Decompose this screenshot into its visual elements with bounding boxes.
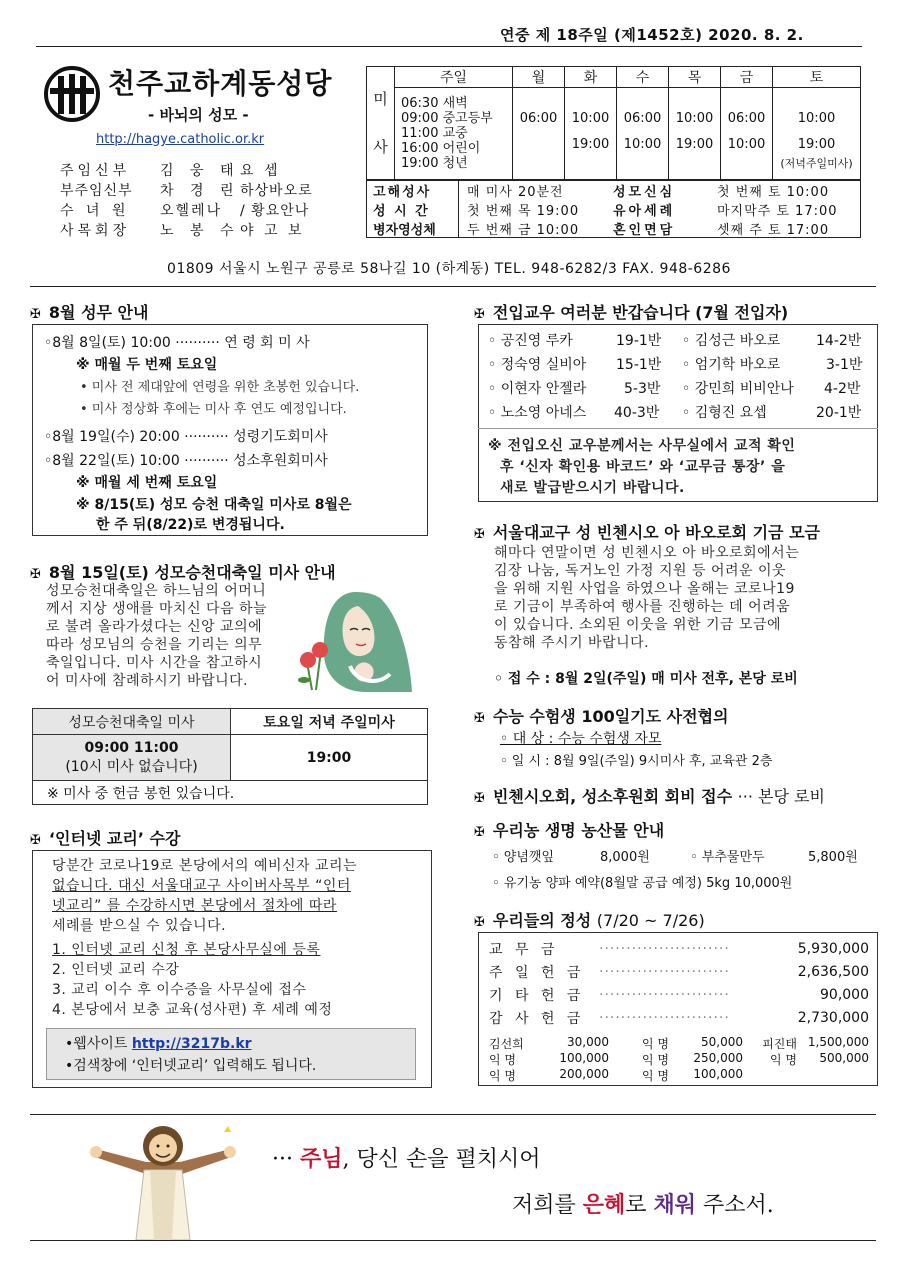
donor-row: 익 명 200,000 익 명 100,000 <box>489 1067 743 1083</box>
day-mon: 월 <box>513 67 565 88</box>
thu-times: 10:00 19:00 <box>669 88 721 180</box>
newcomer-name: ◦ 김성근 바오로 <box>682 333 781 349</box>
staff-row <box>60 220 340 240</box>
newcomer-zone: 4-2반 <box>824 381 861 397</box>
farm-preorder: ◦ 유기농 양파 예약(8월말 공급 예정) 5kg 10,000원 <box>492 876 793 891</box>
day-sunday: 주일 <box>395 67 513 88</box>
church-subtitle: - 바뇌의 성모 - <box>148 106 249 124</box>
exam-date: ◦ 일 시 : 8월 9일(주일) 9시미사 후, 교육관 2층 <box>500 754 773 769</box>
exam-target: ◦ 대 상 : 수능 수험생 자모 <box>500 731 662 747</box>
staff-name: 차 경 린 <box>160 183 240 199</box>
day-thu: 목 <box>669 67 721 88</box>
farm-price: 8,000원 <box>600 850 650 865</box>
assumption-th2: 토요일 저녁 주일미사 <box>231 709 428 735</box>
assumption-sat-time: 19:00 <box>231 735 428 781</box>
section-bullet-icon: ✠ <box>474 825 485 840</box>
internet-class-info-box <box>46 1028 416 1080</box>
newcomers-note: ※ 전입오신 교우분께서는 사무실에서 교적 확인 후 ‘신자 확인용 바코드’ 와 ‘교무금 통장’ 을 새로 발급받으시기 바랍니다. <box>488 438 796 496</box>
newcomer-zone: 3-1반 <box>826 357 863 373</box>
jesus-open-arms-illustration-icon <box>88 1122 238 1250</box>
duty-note: ※ 매월 세 번째 토요일 <box>76 475 218 491</box>
section-bullet-icon: ✠ <box>30 833 41 848</box>
day-fri: 금 <box>721 67 773 88</box>
duty-line: ◦8월 8일(토) 10:00 ·········· 연 령 회 미 사 <box>44 335 310 351</box>
assumption-note: ※ 미사 중 헌금 봉헌 있습니다. <box>33 781 428 805</box>
internet-class-link[interactable]: http://3217b.kr <box>131 1036 252 1052</box>
newcomer-name: ◦ 강민희 비비안나 <box>682 381 794 397</box>
duty-note: ※ 8/15(토) 성모 승천 대축일 미사로 8월은 <box>76 497 352 513</box>
newcomer-name: ◦ 공진영 루카 <box>488 333 573 349</box>
staff-role: 주임신부 <box>60 163 131 179</box>
offering-row: 주 일 헌 금 ························ 2,636,500 <box>489 963 869 981</box>
footer-bottom-rule <box>30 1240 876 1241</box>
newcomer-zone: 5-3반 <box>624 381 661 397</box>
staff-baptismal: 하상바오로 <box>240 183 313 199</box>
internet-class-title: ✠ ‘인터넷 교리’ 수강 <box>30 829 181 848</box>
vincent-paragraph: 해마다 연말이면 성 빈첸시오 아 바오로회에서는 김장 나눔, 독거노인 가정 지원 등 어려운 이웃 을 위해 지원 사업을 하였으나 올해는 코로나19 로 기금이 부족하여 행사를 진행하는 데 어려움 이 있습니다. 소외된 이웃을 위한 기금 모금에 동참해 주시기 바랍니다. <box>494 545 800 651</box>
sacrament-schedule <box>366 180 861 238</box>
vincent-reception: ◦ 접 수 : 8월 2일(주일) 매 미사 전후, 본당 로비 <box>494 671 798 687</box>
wed-times: 06:00 10:00 <box>617 88 669 180</box>
exam-title: ✠ 수능 수험생 100일기도 사전협의 <box>474 707 729 726</box>
farm-title: ✠ 우리농 생명 농산물 안내 <box>474 821 665 840</box>
day-wed: 수 <box>617 67 669 88</box>
assumption-title: ✠ 8월 15일(토) 성모승천대축일 미사 안내 <box>30 563 336 582</box>
search-tip: •검색창에 ‘인터넷교리’ 입력해도 됩니다. <box>65 1058 317 1074</box>
mass-side-label: 미 사 <box>367 67 395 180</box>
day-tue: 화 <box>565 67 617 88</box>
staff-role: 사목회장 <box>60 223 131 239</box>
assumption-times: 09:00 11:00 (10시 미사 없습니다) <box>33 735 231 781</box>
offering-row: 기 타 헌 금 ························ 90,000 <box>489 986 869 1004</box>
website-label: •웹사이트 <box>65 1036 128 1052</box>
offering-row: 교 무 금 ························ 5,930,000 <box>489 940 869 958</box>
staff-role: 수 녀 원 <box>60 203 130 219</box>
sunday-masses: 06:30 새벽 09:00 중고등부 11:00 교중 16:00 어린이 19:00 청년 <box>395 88 513 180</box>
section-bullet-icon: ✠ <box>474 915 485 930</box>
section-bullet-icon: ✠ <box>474 307 485 322</box>
parish-logo-icon <box>44 66 100 122</box>
duty-line: ◦8월 22일(토) 10:00 ·········· 성소후원회미사 <box>44 453 328 469</box>
assumption-mass-table <box>32 708 428 805</box>
fees-title: ✠ 빈첸시오회, 성소후원회 회비 접수 ··· 본당 로비 <box>474 787 825 806</box>
newcomer-name: ◦ 이현자 안젤라 <box>488 381 587 397</box>
schedule-header-row <box>367 67 861 88</box>
newcomer-zone: 19-1반 <box>616 333 662 349</box>
church-name: 천주교하계동성당 <box>108 67 333 100</box>
section-bullet-icon: ✠ <box>474 711 485 726</box>
section-bullet-icon: ✠ <box>30 567 41 582</box>
issue-date: 연중 제 18주일 (제1452호) 2020. 8. 2. <box>500 26 804 44</box>
mon-times: 06:00 <box>513 88 565 180</box>
sat-times: 10:00 19:00 (저녁주일미사) <box>773 88 861 180</box>
parish-address: 01809 서울시 노원구 공릉로 58나길 10 (하계동) TEL. 948-6282/3 FAX. 948-6286 <box>167 261 731 277</box>
offering-row: 감 사 헌 금 ························ 2,730,000 <box>489 1009 869 1027</box>
fri-times: 06:00 10:00 <box>721 88 773 180</box>
day-sat: 토 <box>773 67 861 88</box>
staff-baptismal: 요 셉 <box>240 163 281 179</box>
sacrament-row: 병자영성체 두 번째 금 10:00 혼인면담 셋째 주 토 17:00 <box>367 219 860 238</box>
newcomer-name: ◦ 정숙영 실비아 <box>488 357 587 373</box>
newcomers-divider <box>478 428 878 429</box>
duty-note: ※ 매월 두 번째 토요일 <box>76 357 218 373</box>
staff-list <box>60 160 340 240</box>
internet-class-steps: 1. 인터넷 교리 신청 후 본당사무실에 등록 2. 인터넷 교리 수강 3. 교리 이수 후 이수증을 사무실에 접수 4. 본당에서 보충 교육(성사편) 후 세례 예정 <box>52 942 333 1018</box>
duty-note: • 미사 정상화 후에는 미사 후 연도 예정입니다. <box>80 402 347 417</box>
newcomer-name: ◦ 엄기학 바오로 <box>682 357 781 373</box>
sacrament-row: 성 시 간 첫 번째 목 19:00 유아세례 마지막주 토 17:00 <box>367 200 860 219</box>
section-bullet-icon: ✠ <box>474 527 485 542</box>
newcomer-zone: 20-1반 <box>816 405 862 421</box>
footer-prayer-line-2: 저희를 은혜로 채워 주소서. <box>512 1192 774 1218</box>
tue-times: 10:00 19:00 <box>565 88 617 180</box>
vincent-title: ✠ 서울대교구 성 빈첸시오 아 바오로회 기금 모금 <box>474 523 820 542</box>
staff-row <box>60 180 340 200</box>
newcomer-zone: 40-3반 <box>614 405 660 421</box>
assumption-th1: 성모승천대축일 미사 <box>33 709 231 735</box>
newcomer-zone: 14-2반 <box>816 333 862 349</box>
duty-note: 한 주 뒤(8/22)로 변경됩니다. <box>96 517 285 533</box>
newcomer-zone: 15-1반 <box>616 357 662 373</box>
top-rule <box>36 46 862 47</box>
staff-role: 부주임신부 <box>60 183 133 199</box>
offerings-title: ✠ 우리들의 정성 (7/20 ~ 7/26) <box>474 911 705 930</box>
sacrament-row: 고해성사 매 미사 20분전 성모신심 첫 번째 토 10:00 <box>367 181 860 200</box>
offerings-box <box>478 932 878 1086</box>
virgin-mary-illustration-icon <box>294 586 424 700</box>
staff-name: 김 웅 태 <box>160 163 240 179</box>
staff-row <box>60 200 340 220</box>
staff-name: 노 봉 수 <box>160 223 240 239</box>
newcomer-name: ◦ 김형진 요셉 <box>682 405 767 421</box>
august-duties-title: ✠ 8월 성무 안내 <box>30 303 149 322</box>
farm-price: 5,800원 <box>808 850 858 865</box>
duty-line: ◦8월 19일(수) 20:00 ·········· 성령기도회미사 <box>44 429 328 445</box>
staff-name: 오헬레나 <box>160 203 223 219</box>
section-bullet-icon: ✠ <box>474 791 485 806</box>
section-bullet-icon: ✠ <box>30 307 41 322</box>
header-rule <box>30 286 876 287</box>
newcomers-title: ✠ 전입교우 여러분 반갑습니다 (7월 전입자) <box>474 303 789 322</box>
staff-baptismal: / 황요안나 <box>240 203 310 219</box>
schedule-times-row <box>367 88 861 180</box>
farm-item: ◦ 부추물만두 <box>690 850 765 865</box>
footer-top-rule <box>30 1114 876 1115</box>
donor-row: 익 명 100,000 익 명 250,000 익 명 500,000 <box>489 1051 869 1067</box>
farm-item: ◦ 양념깻잎 <box>492 850 555 865</box>
newcomer-name: ◦ 노소영 아네스 <box>488 405 587 421</box>
internet-class-paragraph: 당분간 코로나19로 본당에서의 예비신자 교리는 없습니다. 대신 서울대교구 사이버사목부 “인터 넷교리” 를 수강하시면 본당에서 절차에 따라 세례를 받으실 수 있습니다. <box>52 858 358 934</box>
footer-prayer-line-1: ··· 주님, 당신 손을 펼치시어 <box>272 1146 541 1172</box>
donor-row: 김선희 30,000 익 명 50,000 피진태 1,500,000 <box>489 1035 869 1051</box>
staff-row <box>60 160 340 180</box>
duty-note: • 미사 전 제대앞에 연령을 위한 초봉헌 있습니다. <box>80 380 360 395</box>
church-website-link[interactable]: http://hagye.catholic.or.kr <box>96 132 265 147</box>
assumption-paragraph: 성모승천대축일은 하느님의 어머니 께서 지상 생애를 마치신 다음 하늘 로 불려 올라가셨다는 신앙 교의에 따라 성모님의 승천을 기리는 의무 축일입니다. 미사 시간을 참고하시 어 미사에 참례하시기 바랍니다. <box>46 583 268 689</box>
staff-baptismal: 야 고 보 <box>240 223 305 239</box>
mass-schedule-table <box>366 66 861 180</box>
